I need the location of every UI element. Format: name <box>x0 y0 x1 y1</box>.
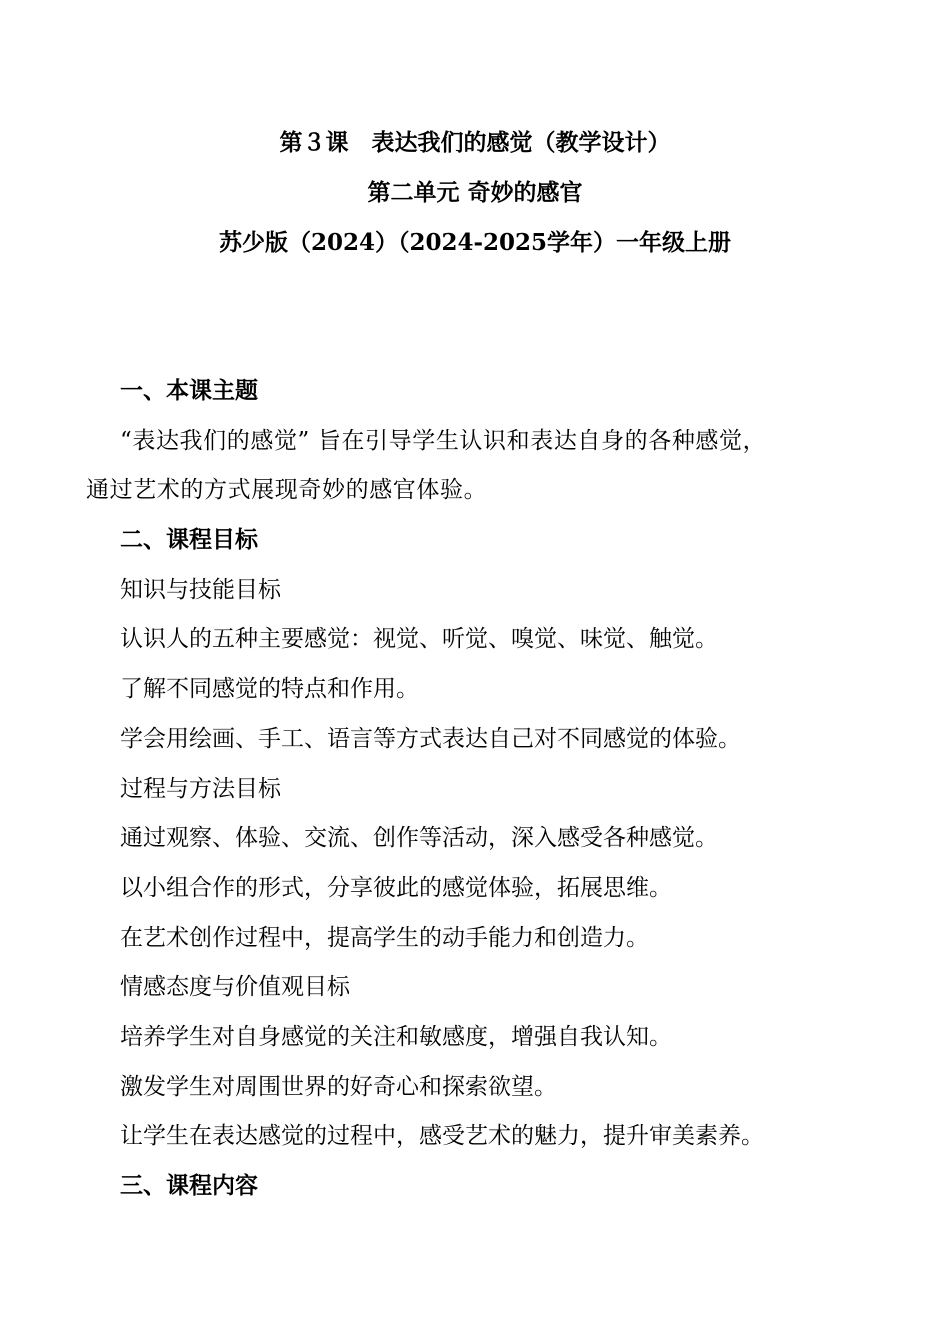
goal-item: 培养学生对自身感觉的关注和敏感度，增强自我认知。 <box>120 1023 672 1050</box>
section-heading-topic: 一、本课主题 <box>120 377 258 404</box>
subheading-knowledge-skills: 知识与技能目标 <box>120 576 281 603</box>
lesson-title: 第３课 表达我们的感觉（教学设计） <box>279 129 671 156</box>
section-heading-goals: 二、课程目标 <box>120 526 258 554</box>
goal-item: 通过观察、体验、交流、创作等活动，深入感受各种感觉。 <box>120 825 718 852</box>
goal-item: 学会用绘画、手工、语言等方式表达自己对不同感觉的体验。 <box>120 725 741 752</box>
document-body <box>0 374 950 1219</box>
goal-item: 了解不同感觉的特点和作用。 <box>120 676 419 703</box>
goal-item: 以小组合作的形式，分享彼此的感觉体验，拓展思维。 <box>120 874 672 901</box>
goal-item: 认识人的五种主要感觉：视觉、听觉、嗅觉、味觉、触觉。 <box>120 626 718 653</box>
topic-paragraph-line: 通过艺术的方式展现奇妙的感官体验。 <box>86 477 488 504</box>
section-heading-content: 三、课程内容 <box>120 1172 258 1199</box>
goal-item: 让学生在表达感觉的过程中，感受艺术的魅力，提升审美素养。 <box>120 1123 764 1150</box>
goal-item: 在艺术创作过程中，提高学生的动手能力和创造力。 <box>120 924 649 951</box>
goal-item: 激发学生对周围世界的好奇心和探索欲望。 <box>120 1073 557 1100</box>
subheading-emotion-values: 情感态度与价值观目标 <box>120 974 350 1001</box>
subheading-process-methods: 过程与方法目标 <box>120 775 281 802</box>
unit-title: 第二单元 奇妙的感官 <box>367 179 583 206</box>
topic-paragraph-line: “表达我们的感觉” 旨在引导学生认识和表达自身的各种感觉， <box>120 427 767 454</box>
edition-title: 苏少版（2024）（2024-2025学年）一年级上册 <box>218 229 732 256</box>
